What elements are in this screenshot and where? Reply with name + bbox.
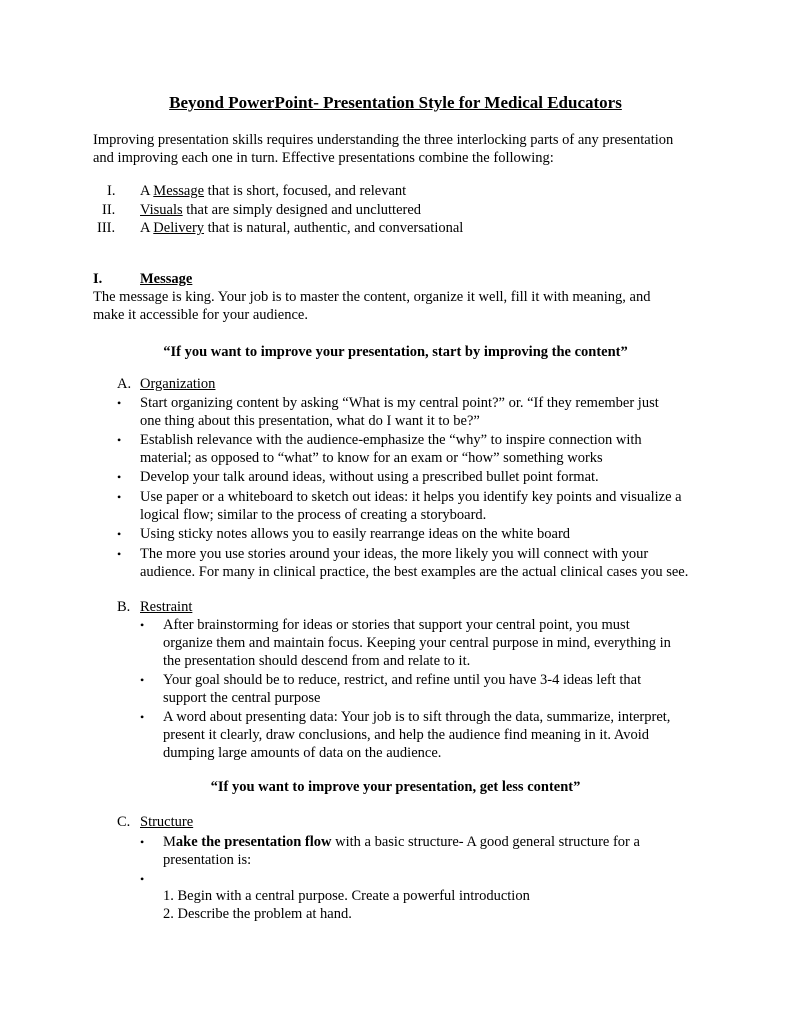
overview-item <box>140 201 421 219</box>
section-number: I. <box>93 271 103 287</box>
bullet-icon: • <box>117 396 122 410</box>
subsection-letter: C. <box>117 814 131 830</box>
overview-text: A <box>140 220 154 236</box>
bullet-text: dumping large amounts of data on the audience. <box>163 745 442 761</box>
bullet-text: material; as opposed to “what” to know for an exam or “how” something works <box>140 450 603 466</box>
overview-text: that is short, focused, and relevant <box>204 183 407 199</box>
bullet-text: After brainstorming for ideas or stories that support your central point, you must <box>163 617 630 633</box>
bullet-text-part: with a basic structure- A good general structure for a <box>331 834 640 850</box>
subsection-letter: A. <box>117 376 132 392</box>
bullet-text: Using sticky notes allows you to easily rearrange ideas on the white board <box>140 526 571 542</box>
subsection-heading: Structure <box>140 814 194 830</box>
overview-number: III. <box>97 220 116 236</box>
section-body: The message is king. Your job is to master the content, organize it well, fill it with meaning, and <box>93 289 651 305</box>
bullet-text-part: M <box>163 834 176 850</box>
bullet-icon: • <box>117 433 122 447</box>
overview-text: that is natural, authentic, and conversational <box>204 220 464 236</box>
bullet-icon: • <box>140 673 145 687</box>
overview-key: Message <box>153 183 205 199</box>
overview-number: I. <box>107 183 116 199</box>
intro-line: and improving each one in turn. Effective presentations combine the following: <box>93 150 554 166</box>
intro-line: Improving presentation skills requires understanding the three interlocking parts of any presentation <box>93 132 674 148</box>
bullet-icon: • <box>140 618 145 632</box>
subsection-heading: Organization <box>140 376 216 392</box>
overview-key: Visuals <box>140 202 183 218</box>
bullet-text: logical flow; similar to the process of creating a storyboard. <box>140 507 487 523</box>
section-heading: Message <box>140 271 193 287</box>
bullet-icon: • <box>117 490 122 504</box>
overview-number: II. <box>102 202 116 218</box>
overview-text: that are simply designed and uncluttered <box>182 202 422 218</box>
bullet-text: A word about presenting data: Your job is to sift through the data, summarize, interpret, <box>163 709 671 725</box>
bullet-text: present it clearly, draw conclusions, and help the audience find meaning in it. Avoid <box>163 727 650 743</box>
bullet-icon: • <box>117 527 122 541</box>
bullet-text: Start organizing content by asking “What is my central point?” or. “If they remember just <box>140 395 659 411</box>
bullet-icon: • <box>117 470 122 484</box>
bullet-text <box>163 833 640 851</box>
bullet-text: The more you use stories around your ideas, the more likely you will connect with your <box>140 546 649 562</box>
bullet-text: organize them and maintain focus. Keeping your central purpose in mind, everything in <box>163 635 671 651</box>
bullet-text: audience. For many in clinical practice, the best examples are the actual clinical cases you see. <box>140 564 689 580</box>
bullet-text: one thing about this presentation, what do I want it to be?” <box>140 413 480 429</box>
quote: “If you want to improve your presentation, get less content” <box>210 779 581 795</box>
bullet-icon: • <box>140 872 145 886</box>
bullet-icon: • <box>140 710 145 724</box>
bullet-text: Your goal should be to reduce, restrict, and refine until you have 3-4 ideas left that <box>163 672 642 688</box>
document-title: Beyond PowerPoint- Presentation Style for Medical Educators <box>169 93 622 112</box>
section-body: make it accessible for your audience. <box>93 307 308 323</box>
quote: “If you want to improve your presentation, start by improving the content” <box>163 344 628 360</box>
subsection-heading: Restraint <box>140 599 193 615</box>
bullet-text: support the central purpose <box>163 690 321 706</box>
overview-item <box>140 219 463 237</box>
bullet-text: presentation is: <box>163 852 252 868</box>
subsection-letter: B. <box>117 599 131 615</box>
bullet-text: the presentation should descend from and relate to it. <box>163 653 471 669</box>
bullet-icon: • <box>140 835 145 849</box>
bullet-text: Establish relevance with the audience-emphasize the “why” to inspire connection with <box>140 432 642 448</box>
bullet-text: Develop your talk around ideas, without using a prescribed bullet point format. <box>140 469 599 485</box>
bullet-text: Use paper or a whiteboard to sketch out ideas: it helps you identify key points and visualize a <box>140 489 682 505</box>
step-item: 1. Begin with a central purpose. Create a powerful introduction <box>163 888 530 904</box>
overview-text: A <box>140 183 154 199</box>
overview-key: Delivery <box>153 220 205 236</box>
bullet-text-bold: ake the presentation flow <box>175 834 332 850</box>
bullet-icon: • <box>117 547 122 561</box>
step-item: 2. Describe the problem at hand. <box>163 906 352 922</box>
overview-item <box>140 182 406 200</box>
